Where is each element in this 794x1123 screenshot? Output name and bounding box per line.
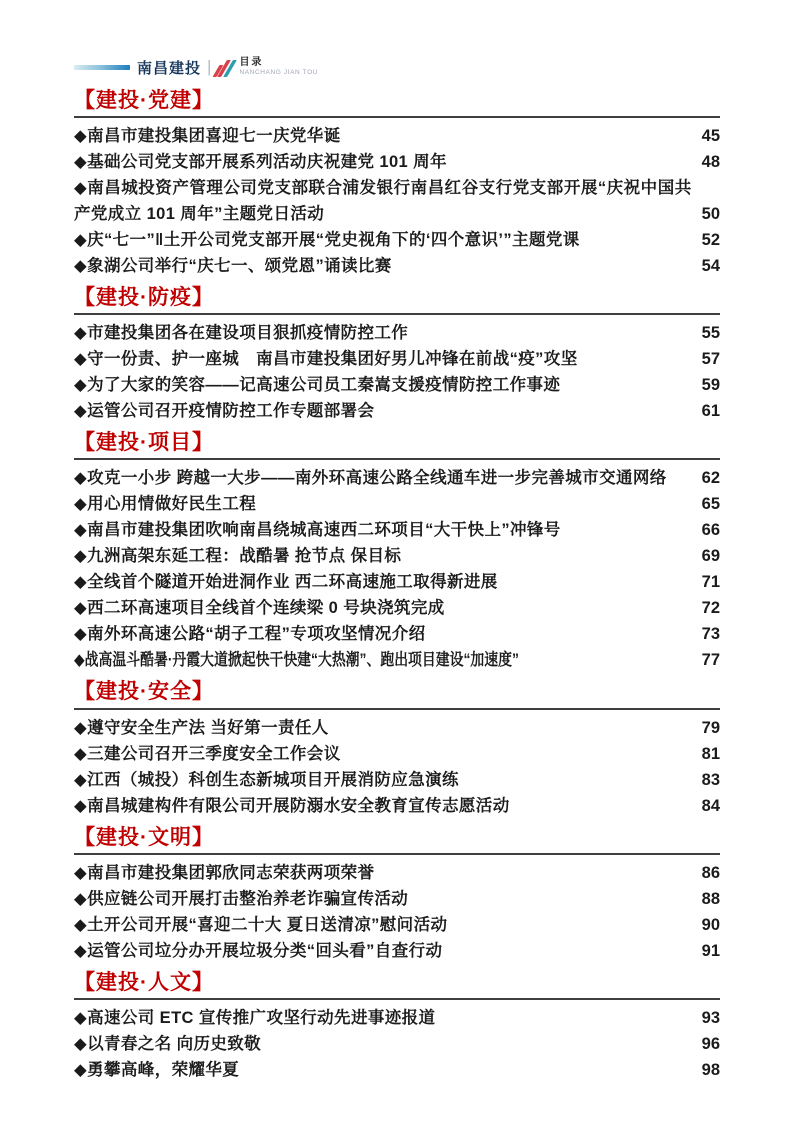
toc-entry[interactable] [74,793,720,819]
section-items [74,715,720,819]
entry-page-number: 96 [701,1034,720,1053]
entry-page-number: 84 [701,796,720,815]
section-divider [74,116,720,118]
toc-entry[interactable] [74,569,720,595]
brand-name: 南昌建投 [137,59,202,77]
entry-title: ◆以青春之名 向历史致敬 [74,1034,262,1053]
toc-entry[interactable] [74,1031,720,1057]
toc-entry[interactable] [74,320,720,346]
entry-title: ◆土开公司开展“喜迎二十大 夏日送清凉”慰问活动 [74,915,448,934]
toc-section [74,680,720,818]
section-items [74,860,720,964]
entry-title: ◆勇攀高峰，荣耀华夏 [74,1060,240,1079]
entry-title: ◆战高温斗酷暑·丹霞大道掀起快干快建“大热潮”、跑出项目建设“加速度” [74,651,519,670]
section-items [74,123,720,279]
entry-title: ◆全线首个隧道开始进洞作业 西二环高速施工取得新进展 [74,573,498,592]
toc-entry[interactable] [74,647,720,673]
section-divider [74,853,720,855]
toc-entry[interactable] [74,912,720,938]
toc-section [74,826,720,964]
brand-logo-icon [216,57,234,77]
entry-title: ◆九洲高架东延工程：战酷暑 抢节点 保目标 [74,547,402,566]
entry-title: ◆遵守安全生产法 当好第一责任人 [74,718,329,737]
toc-entry[interactable] [74,1057,720,1083]
entry-title: ◆南外环高速公路“胡子工程”专项攻坚情况介绍 [74,625,426,644]
entry-title: ◆南昌市建投集团郭欣同志荣获两项荣誉 [74,863,375,882]
toc-section [74,89,720,279]
entry-page-number: 72 [701,599,720,618]
section-items [74,465,720,673]
entry-title: ◆庆“七一”‖土开公司党支部开展“党史视角下的‘四个意识’”主题党课 [74,231,580,250]
toc-entry[interactable] [74,175,720,227]
entry-title: ◆西二环高速项目全线首个连续梁 0 号块浇筑完成 [74,599,445,618]
toc-entry[interactable] [74,1005,720,1031]
entry-page-number: 48 [701,153,720,172]
toc-entry[interactable] [74,253,720,279]
section-title: 【建投·人文】 [74,970,214,994]
entry-page-number: 69 [701,547,720,566]
toc-entry[interactable] [74,543,720,569]
toc-entry[interactable] [74,465,720,491]
entry-page-number: 73 [701,625,720,644]
toc-sections [74,89,720,1083]
entry-page-number: 83 [701,770,720,789]
section-divider [74,708,720,710]
entry-page-number: 65 [701,495,720,514]
entry-page-number: 54 [701,257,720,276]
toc-entry[interactable] [74,227,720,253]
toc-entry[interactable] [74,715,720,741]
entry-page-number: 91 [701,941,720,960]
entry-title: ◆市建投集团各在建设项目狠抓疫情防控工作 [74,324,409,343]
toc-entry[interactable] [74,123,720,149]
section-title: 【建投·党建】 [74,89,214,112]
entry-page-number: 79 [701,718,720,737]
toc-section [74,286,720,424]
entry-title: ◆基础公司党支部开展系列活动庆祝建党 101 周年 [74,153,447,172]
entry-title: ◆供应链公司开展打击整治养老诈骗宣传活动 [74,889,409,908]
entry-page-number: 90 [701,915,720,934]
entry-title: ◆南昌城投资产管理公司党支部联合浦发银行南昌红谷支行党支部开展“庆祝中国共产党成立 101 周年”主题党日活动 [74,179,692,224]
toc-entry[interactable] [74,346,720,372]
entry-page-number: 62 [701,469,720,488]
logo-text-block [239,58,318,77]
section-title: 【建投·防疫】 [74,286,214,310]
entry-title: ◆运管公司垃分办开展垃圾分类“回头看”自查行动 [74,941,443,960]
entry-page-number: 86 [701,863,720,882]
entry-page-number: 93 [701,1008,720,1027]
entry-title: ◆南昌市建投集团喜迎七一庆党华诞 [74,127,341,146]
toc-entry[interactable] [74,741,720,767]
section-divider [74,313,720,315]
entry-page-number: 61 [701,402,720,421]
entry-title: ◆为了大家的笑容——记高速公司员工秦嵩支援疫情防控工作事迹 [74,376,561,395]
entry-title: ◆攻克一小步 跨越一大步——南外环高速公路全线通车进一步完善城市交通网络 [74,469,667,488]
entry-title: ◆南昌市建投集团吹响南昌绕城高速西二环项目“大干快上”冲锋号 [74,521,561,540]
toc-section [74,971,720,1083]
entry-page-number: 66 [701,521,720,540]
toc-entry[interactable] [74,595,720,621]
section-divider [74,998,720,1000]
toc-entry[interactable] [74,767,720,793]
toc-entry[interactable] [74,372,720,398]
section-title: 【建投·安全】 [74,680,214,704]
entry-page-number: 55 [701,324,720,343]
section-title: 【建投·项目】 [74,431,214,455]
section-title: 【建投·文明】 [74,825,214,849]
entry-title: ◆南昌城建构件有限公司开展防溺水安全教育宣传志愿活动 [74,796,510,815]
entry-page-number: 45 [701,127,720,146]
toc-entry[interactable] [74,491,720,517]
page-header [74,52,720,82]
section-items [74,1005,720,1083]
entry-page-number: 57 [701,350,720,369]
toc-entry[interactable] [74,938,720,964]
entry-page-number: 50 [701,205,720,224]
entry-title: ◆象湖公司举行“庆七一、颂党恩”诵读比赛 [74,257,392,276]
entry-title: ◆三建公司召开三季度安全工作会议 [74,744,341,763]
brand-divider: | [207,57,212,76]
toc-entry[interactable] [74,621,720,647]
section-items [74,320,720,424]
entry-title: ◆守一份责、护一座城 南昌市建投集团好男儿冲锋在前战“疫”攻坚 [74,350,578,369]
logo-title: 目录 [239,56,264,68]
entry-title: ◆江西（城投）科创生态新城项目开展消防应急演练 [74,770,459,789]
entry-page-number: 59 [701,376,720,395]
toc-section [74,431,720,673]
toc-entry[interactable] [74,886,720,912]
entry-page-number: 98 [701,1060,720,1079]
entry-title: ◆用心用情做好民生工程 [74,495,257,514]
brand-gradient-bar [74,65,130,70]
entry-page-number: 77 [701,651,720,670]
entry-title: ◆运管公司召开疫情防控工作专题部署会 [74,402,375,421]
entry-page-number: 81 [701,744,720,763]
entry-page-number: 71 [701,573,720,592]
section-divider [74,458,720,460]
entry-title: ◆高速公司 ETC 宣传推广攻坚行动先进事迹报道 [74,1008,436,1027]
toc-entry[interactable] [74,517,720,543]
toc-entry[interactable] [74,398,720,424]
toc-entry[interactable] [74,860,720,886]
entry-page-number: 88 [701,889,720,908]
entry-page-number: 52 [701,231,720,250]
toc-entry[interactable] [74,149,720,175]
logo-subtitle: NANCHANG JIAN TOU [239,68,319,76]
